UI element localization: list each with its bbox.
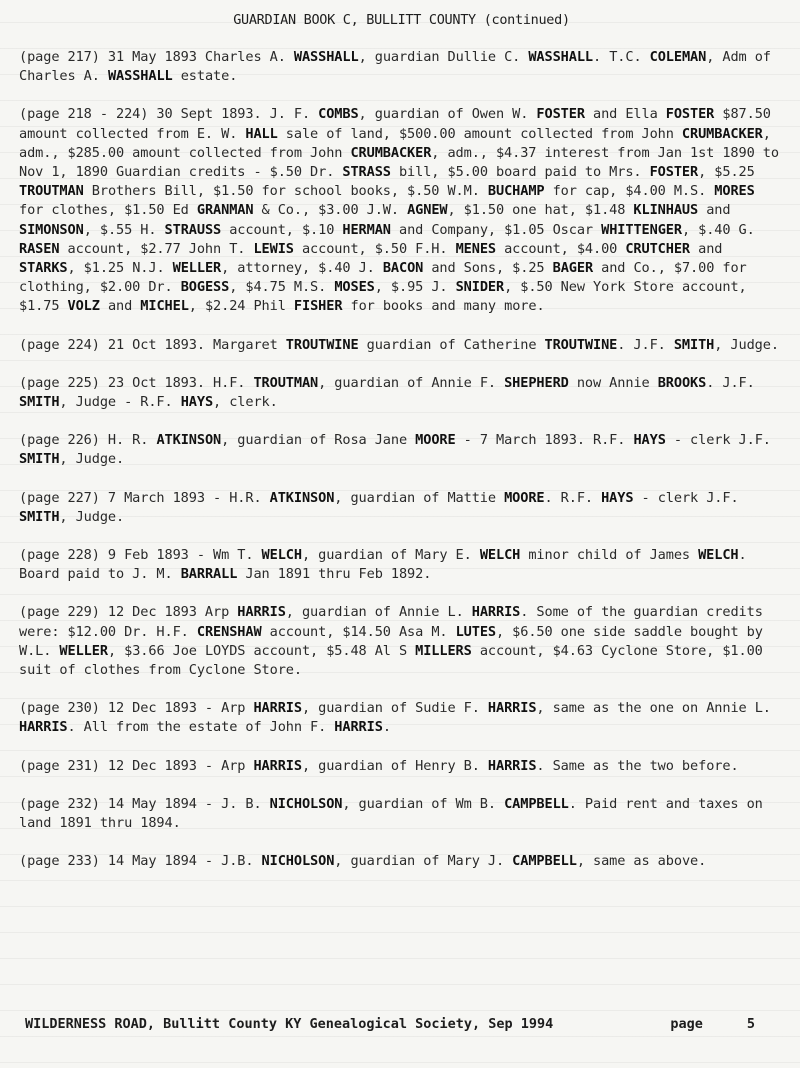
entry-text: (page 225) 23 Oct 1893. H.F.	[19, 374, 254, 391]
entry-text: for clothes, $1.50 Ed	[19, 202, 197, 219]
entry-text: (page 217) 31 May 1893 Charles A.	[19, 49, 294, 65]
surname: CAMPBELL	[512, 853, 577, 870]
entry-text: , adm., $285.00 amount collected from John	[19, 125, 771, 161]
entry-text: account, $14.50 Asa M.	[261, 623, 456, 640]
surname: AGNEW	[407, 202, 448, 219]
surname: BACON	[382, 260, 424, 277]
surname: CRUMBACKER	[681, 125, 763, 142]
entry-paragraph	[19, 105, 784, 316]
surname: LUTES	[455, 623, 496, 640]
entry-text: and	[690, 240, 723, 257]
surname: HARRIS	[487, 700, 537, 717]
entry-text: .	[382, 719, 391, 736]
entry-paragraph	[19, 374, 784, 412]
surname: VOLZ	[67, 298, 100, 315]
entry-text: . T.C.	[593, 49, 650, 65]
footer-page-number: 5	[746, 1016, 755, 1032]
surname: CRENSHAW	[196, 623, 262, 640]
surname: HARRIS	[253, 700, 302, 717]
entry-text: for cap, $4.00 M.S.	[544, 183, 715, 200]
entry-text: , guardian of Sudie F.	[301, 700, 488, 717]
entry-text: (page 226) H. R.	[19, 432, 157, 449]
surname: MILLERS	[415, 642, 472, 659]
surname: FISHER	[293, 298, 343, 315]
surname: CRUMBACKER	[350, 144, 432, 161]
surname: SMITH	[19, 508, 60, 525]
entry-text: account, $.10	[221, 221, 343, 238]
surname: SMITH	[673, 336, 715, 353]
surname: TROUTWINE	[285, 336, 359, 353]
entry-text: , attorney, $.40 J.	[221, 260, 383, 277]
surname: CRUTCHER	[625, 240, 691, 257]
surname: WASSHALL	[528, 49, 594, 65]
entry-paragraph	[19, 795, 784, 833]
surname: GRANMAN	[196, 202, 254, 219]
surname: HAYS	[180, 394, 214, 411]
surname: RASEN	[19, 240, 60, 257]
entry-text: , $.50 New York Store account, $1.75	[19, 279, 747, 315]
entry-text: , guardian of Annie L.	[285, 604, 472, 621]
surname: HARRIS	[237, 604, 286, 621]
entry-text: , $4.75 M.S.	[229, 279, 335, 296]
surname: MENES	[455, 240, 496, 257]
entry-text: and Ella	[584, 106, 666, 123]
entry-text: , $5.25	[698, 164, 755, 181]
entry-text: . J.F.	[706, 374, 755, 391]
entry-text: , $1.50 one hat, $1.48	[447, 202, 634, 219]
entry-text: . Board paid to J. M.	[19, 547, 747, 583]
surname: HAYS	[601, 489, 634, 506]
entry-text: now Annie	[568, 374, 658, 391]
entry-text: , $3.66 Joe LOYDS account, $5.48 Al S	[107, 642, 416, 659]
entry-text: , $2.24 Phil	[188, 298, 294, 315]
entry-text: minor child of James	[520, 547, 699, 564]
entry-text: bill, $5.00 board paid to Mrs.	[390, 164, 650, 181]
entry-text: , $.40 G.	[681, 221, 755, 238]
surname: STRASS	[342, 164, 391, 181]
entry-text: for books and many more.	[342, 298, 545, 315]
entry-text: , same as above.	[576, 853, 707, 870]
entry-text: , adm., $4.37 interest from Jan 1st 1890 to Nov 1, 1890 Guardian credits - $.50 Dr.	[19, 144, 779, 181]
surname: WELLER	[59, 642, 108, 659]
document-page	[19, 12, 784, 891]
surname: STRAUSS	[164, 221, 222, 238]
entry-text: , guardian of Rosa Jane	[221, 432, 416, 449]
entry-text: , Adm of Charles A.	[19, 49, 771, 85]
surname: HAYS	[633, 432, 666, 449]
surname: TROUTMAN	[19, 183, 84, 200]
surname: WELCH	[698, 547, 739, 564]
surname: BOGESS	[180, 279, 230, 296]
entry-text: (page 230) 12 Dec 1893 - Arp	[19, 700, 254, 717]
entry-paragraph	[19, 757, 784, 776]
entry-paragraph	[19, 603, 784, 680]
surname: WASSHALL	[107, 68, 173, 85]
surname: BROOKS	[657, 374, 707, 391]
surname: NICHOLSON	[261, 853, 335, 870]
entry-paragraph	[19, 699, 784, 737]
surname: HARRIS	[19, 719, 68, 736]
surname: TROUTWINE	[544, 336, 618, 353]
entry-text: (page 233) 14 May 1894 - J.B.	[19, 853, 262, 870]
surname: LEWIS	[253, 240, 294, 257]
surname: WELCH	[479, 547, 521, 564]
entry-text: , $.95 J.	[374, 279, 456, 296]
entry-text: account, $4.00	[495, 240, 626, 257]
entry-text: . Some of the guardian credits were: $12.00 Dr. H.F.	[19, 604, 763, 640]
surname: ATKINSON	[156, 432, 222, 449]
entry-text: account, $.50 F.H.	[293, 240, 456, 257]
surname: CAMPBELL	[504, 795, 569, 812]
entry-text: . Paid rent and taxes on land 1891 thru 1894.	[19, 795, 763, 832]
footer-page-label: page	[670, 1016, 703, 1032]
surname: SMITH	[19, 451, 60, 468]
entry-text: , $1.25 N.J.	[67, 260, 173, 277]
entry-text: . Same as the two before.	[536, 757, 739, 774]
entry-text: . J.F.	[617, 336, 674, 353]
surname: NICHOLSON	[269, 795, 343, 812]
entry-paragraph	[19, 431, 784, 469]
entry-text: sale of land, $500.00 amount collected from John	[277, 125, 682, 142]
entry-text: , guardian Dullie C.	[358, 49, 529, 65]
surname: BAGER	[552, 260, 594, 277]
surname: MORES	[714, 183, 755, 200]
entry-text: and Company, $1.05 Oscar	[390, 221, 602, 238]
surname: FOSTER	[665, 106, 715, 123]
surname: HARRIS	[487, 757, 537, 774]
entry-text: , guardian of Mattie	[334, 489, 505, 506]
entry-text: , same as the one on Annie L.	[536, 700, 771, 717]
entry-text: , guardian of Annie F.	[318, 374, 505, 391]
entry-text: , Judge.	[59, 451, 125, 468]
surname: SMITH	[19, 394, 60, 411]
surname: WASSHALL	[293, 49, 359, 65]
entry-text: (page 228) 9 Feb 1893 - Wm T.	[19, 547, 262, 564]
surname: HARRIS	[334, 719, 383, 736]
entry-text: , $6.50 one side saddle bought by W.L.	[19, 623, 763, 659]
surname: FOSTER	[649, 164, 699, 181]
entry-text: (page 232) 14 May 1894 - J. B.	[19, 795, 270, 812]
entry-text: (page 224) 21 Oct 1893. Margaret	[19, 336, 286, 353]
entry-text: (page 229) 12 Dec 1893 Arp	[19, 604, 238, 621]
surname: HALL	[245, 125, 278, 142]
entry-text: and	[698, 202, 731, 219]
entry-text: and Sons, $.25	[423, 260, 553, 277]
surname: HARRIS	[253, 757, 302, 774]
entry-text: account, $2.77 John T.	[59, 240, 254, 257]
entry-text: & Co., $3.00 J.W.	[253, 202, 408, 219]
surname: HERMAN	[342, 221, 391, 238]
entry-text: , guardian of Mary J.	[334, 853, 513, 870]
entry-text: $87.50 amount collected from E. W.	[19, 106, 771, 142]
entry-text: estate.	[172, 68, 238, 85]
entry-paragraph	[19, 48, 784, 86]
entry-paragraph	[19, 489, 784, 527]
surname: COMBS	[318, 106, 359, 123]
surname: STARKS	[19, 260, 68, 277]
entry-paragraph	[19, 336, 784, 355]
surname: BARRALL	[180, 566, 238, 583]
entry-text: and Co., $7.00 for clothing, $2.00 Dr.	[19, 260, 747, 296]
entry-text: - 7 March 1893. R.F.	[455, 432, 634, 449]
entry-paragraph	[19, 852, 784, 871]
entry-list	[19, 48, 784, 872]
entry-text: account, $4.63 Cyclone Store, $1.00 suit of clothes from Cyclone Store.	[19, 642, 763, 679]
entry-text: Brothers Bill, $1.50 for school books, $.50 W.M.	[83, 183, 488, 200]
page-footer	[25, 1016, 755, 1032]
entry-text: , Judge.	[714, 336, 779, 353]
entry-text: , clerk.	[213, 394, 278, 411]
entry-text: (page 218 - 224) 30 Sept 1893. J. F.	[19, 106, 319, 123]
entry-text: . R.F.	[544, 489, 602, 506]
surname: FOSTER	[536, 106, 585, 123]
entry-text: (page 227) 7 March 1893 - H.R.	[19, 489, 270, 506]
surname: WHITTENGER	[601, 221, 682, 238]
entry-text: , guardian of Mary E.	[301, 547, 480, 564]
footer-page	[670, 1016, 755, 1032]
entry-text: and	[99, 298, 141, 315]
entry-text: , guardian of Owen W.	[358, 106, 537, 123]
surname: WELLER	[172, 260, 222, 277]
surname: KLINHAUS	[633, 202, 699, 219]
page-title: GUARDIAN BOOK C, BULLITT COUNTY (continued)	[233, 12, 570, 28]
surname: SHEPHERD	[504, 374, 569, 391]
surname: COLEMAN	[649, 49, 707, 65]
entry-text: . All from the estate of John F.	[67, 719, 335, 736]
entry-text: - clerk J.F.	[665, 432, 771, 449]
surname: MICHEL	[140, 298, 189, 315]
entry-text: Jan 1891 thru Feb 1892.	[237, 566, 432, 583]
surname: TROUTMAN	[253, 374, 319, 391]
footer-publication: WILDERNESS ROAD, Bullitt County KY Genealogical Society, Sep 1994	[25, 1016, 554, 1032]
surname: BUCHAMP	[487, 183, 545, 200]
surname: WELCH	[261, 547, 302, 564]
surname: ATKINSON	[269, 489, 335, 506]
entry-paragraph	[19, 546, 784, 584]
surname: MOORE	[415, 432, 456, 449]
surname: SIMONSON	[19, 221, 84, 238]
surname: HARRIS	[471, 604, 521, 621]
entry-text: , $.55 H.	[83, 221, 165, 238]
entry-text: guardian of Catherine	[358, 336, 545, 353]
entry-text: (page 231) 12 Dec 1893 - Arp	[19, 757, 254, 774]
entry-text: , Judge.	[59, 508, 125, 525]
entry-text: , guardian of Wm B.	[342, 795, 505, 812]
entry-text: - clerk J.F.	[633, 489, 739, 506]
entry-text: , guardian of Henry B.	[301, 757, 488, 774]
surname: MOORE	[504, 489, 545, 506]
surname: MOSES	[334, 279, 375, 296]
surname: SNIDER	[455, 279, 505, 296]
entry-text: , Judge - R.F.	[59, 394, 181, 411]
